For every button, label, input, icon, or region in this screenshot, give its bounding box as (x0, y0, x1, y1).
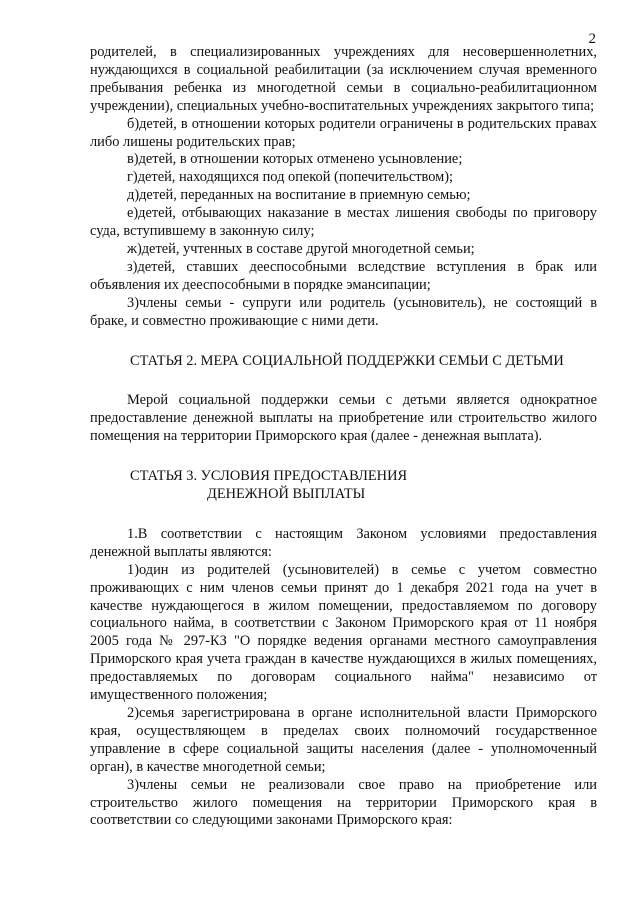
paragraph-item-3-members: 3)члены семьи - супруги или родитель (усыновитель), не состоящий в браке, и совместно проживающие с ними дети. (90, 294, 597, 329)
spacer (90, 504, 597, 526)
spacer (90, 370, 597, 392)
article-3-condition-1: 1)один из родителей (усыновителей) в семье с учетом совместно проживающих с ним членов семьи принят до 1 декабря 2021 года на учет в качестве нуждающегося в жилом помещении, предоставляемом по договору социального найма, в соответствии с Законом Приморского края от 11 ноября 2005 года № 297-КЗ "О порядке ведения органами местного самоуправления Приморского края учета граждан в качестве нуждающихся в жилых помещениях, предоставляемых по договорам социального найма" независимо от имущественного положения; (90, 561, 597, 704)
paragraph-item-z: з)детей, ставших дееспособными вследствие вступления в брак или объявления их дееспособными в порядке эмансипации; (90, 258, 597, 293)
article-3-paragraph-1: 1.В соответствии с настоящим Законом условиями предоставления денежной выплаты являются: (90, 525, 597, 560)
page-number: 2 (588, 31, 596, 47)
paragraph-item-b: б)детей, в отношении которых родители ограничены в родительских правах либо лишены родительских прав; (90, 115, 597, 150)
spacer (90, 446, 597, 468)
paragraph-item-e: е)детей, отбывающих наказание в местах лишения свободы по приговору суда, вступившему в законную силу; (90, 205, 597, 240)
paragraph-item-v: в)детей, в отношении которых отменено усыновление; (127, 151, 463, 168)
article-3-heading-line1: СТАТЬЯ 3. УСЛОВИЯ ПРЕДОСТАВЛЕНИЯ (130, 468, 408, 485)
paragraph-item-d: д)детей, переданных на воспитание в приемную семью; (127, 187, 471, 204)
paragraph-continuation: родителей, в специализированных учреждениях для несовершеннолетних, нуждающихся в социальной реабилитации (за исключением случая временного пребывания ребенка из многодетной семьи в социально-реабилитационном учреждении), специальных учебно-воспитательных учреждениях закрытого типа; (90, 44, 597, 114)
article-3-heading (90, 468, 597, 504)
paragraph-item-g: г)детей, находящихся под опекой (попечительством); (127, 169, 454, 186)
article-3-condition-3: 3)члены семьи не реализовали свое право на приобретение или строительство жилого помещения на территории Приморского края в соответствии со следующими законами Приморского края: (90, 776, 597, 829)
document-body (90, 44, 597, 830)
paragraph-item-zh: ж)детей, учтенных в составе другой многодетной семьи; (127, 240, 475, 257)
article-2-text: Мерой социальной поддержки семьи с детьми является однократное предоставление денежной выплаты на приобретение или строительство жилого помещения на территории Приморского края (далее - денежная выплата). (90, 392, 597, 445)
spacer (90, 331, 597, 353)
article-3-condition-2: 2)семья зарегистрирована в органе исполнительной власти Приморского края, осуществляющем в пределах своих полномочий государственное управление в сфере социальной защиты населения (далее - уполномоченный орган), в качестве многодетной семьи; (90, 705, 597, 775)
article-3-heading-line2: ДЕНЕЖНОЙ ВЫПЛАТЫ (207, 486, 366, 503)
article-2-heading: СТАТЬЯ 2. МЕРА СОЦИАЛЬНОЙ ПОДДЕРЖКИ СЕМЬИ С ДЕТЬМИ (130, 352, 564, 369)
